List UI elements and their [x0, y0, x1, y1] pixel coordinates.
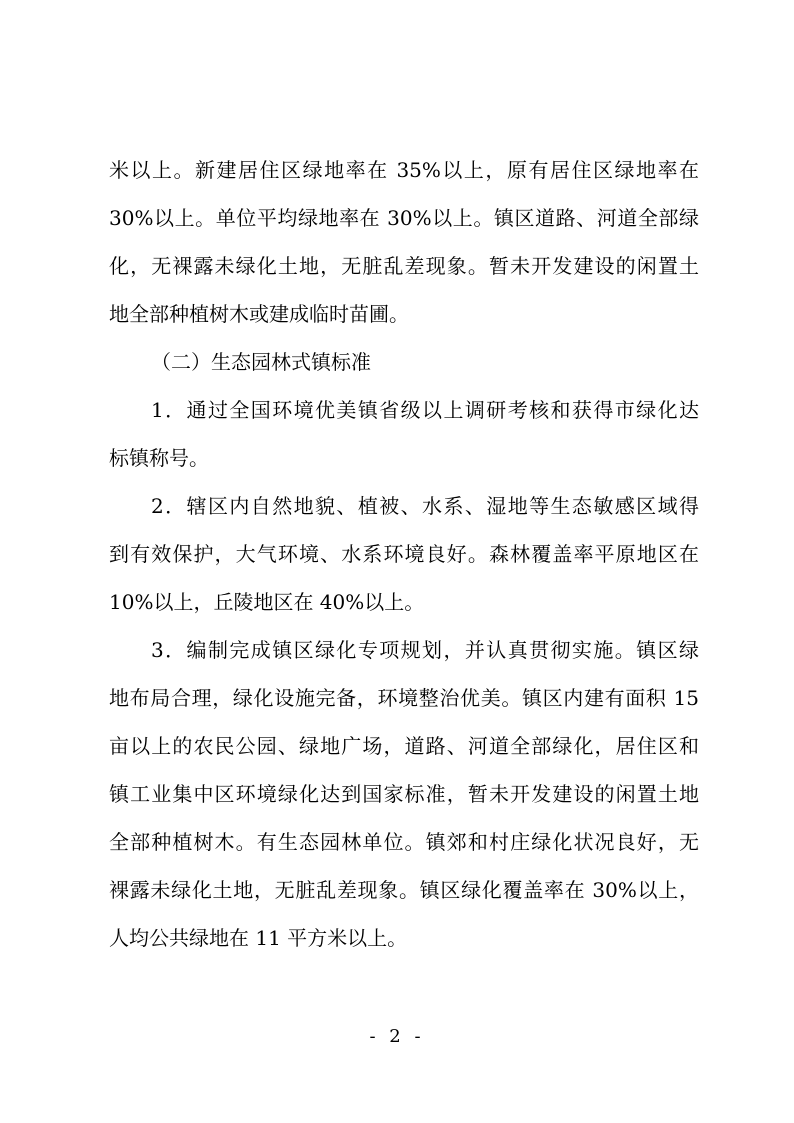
item-3-line-5: 全部种植树木。有生态园林单位。镇郊和村庄绿化状况良好，无: [109, 830, 699, 854]
item-3-line-3: 亩以上的农民公园、绿地广场，道路、河道全部绿化，居住区和: [109, 734, 699, 758]
item-2-line-1: 2．辖区内自然地貌、植被、水系、湿地等生态敏感区域得: [151, 494, 699, 518]
body-line-1: 米以上。新建居住区绿地率在 35%以上，原有居住区绿地率在: [109, 158, 699, 182]
item-2-line-3: 10%以上，丘陵地区在 40%以上。: [109, 590, 425, 614]
item-2-line-2: 到有效保护，大气环境、水系环境良好。森林覆盖率平原地区在: [109, 542, 699, 566]
body-line-2: 30%以上。单位平均绿地率在 30%以上。镇区道路、河道全部绿: [109, 206, 699, 230]
item-3-line-7: 人均公共绿地在 11 平方米以上。: [109, 926, 408, 950]
item-3-line-1: 3．编制完成镇区绿化专项规划，并认真贯彻实施。镇区绿: [151, 638, 699, 662]
body-line-4: 地全部种植树木或建成临时苗圃。: [109, 302, 409, 326]
item-1-line-2: 标镇称号。: [109, 446, 209, 470]
body-line-3: 化，无裸露未绿化土地，无脏乱差现象。暂未开发建设的闲置土: [109, 254, 699, 278]
item-1-line-1: 1．通过全国环境优美镇省级以上调研考核和获得市绿化达: [151, 398, 699, 422]
item-3-line-6: 裸露未绿化土地，无脏乱差现象。镇区绿化覆盖率在 30%以上，: [109, 878, 699, 902]
section-heading: （二）生态园林式镇标准: [151, 350, 371, 374]
page-number: - 2 -: [369, 1026, 425, 1047]
item-3-line-4: 镇工业集中区环境绿化达到国家标准，暂未开发建设的闲置土地: [109, 782, 699, 806]
item-3-line-2: 地布局合理，绿化设施完备，环境整治优美。镇区内建有面积 15: [109, 686, 699, 710]
